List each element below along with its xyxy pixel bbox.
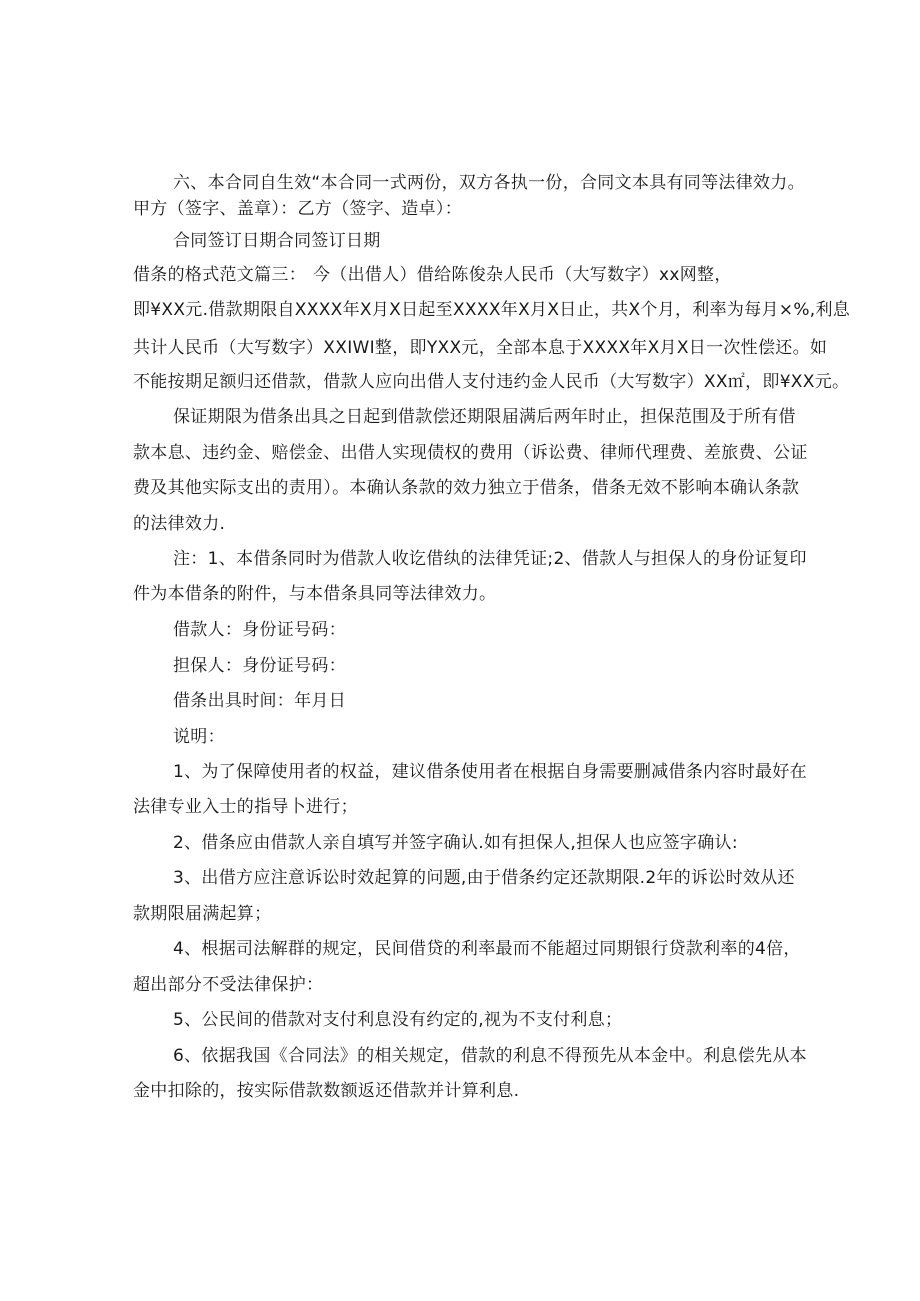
paragraph-line: 金中扣除的，按实际借款数额返还借款并计算利息. bbox=[133, 1081, 520, 1101]
paragraph-line: 六、本合同自生效“本合同一式两份，双方各执一份，合同文本具有同等法律效力。 bbox=[173, 173, 805, 193]
paragraph-line: 1、为了保障使用者的权益，建议借条使用者在根据自身需要删减借条内容时最好在 bbox=[173, 762, 807, 782]
paragraph-line: 6、依据我国《合同法》的相关规定，借款的利息不得预先从本金中。利息偿先从本 bbox=[173, 1046, 807, 1066]
issue-date-field: 借条出具时间：年月日 bbox=[173, 691, 346, 711]
paragraph-line: 4、根据司法解群的规定，民间借贷的利率最而不能超过同期银行贷款利率的4倍， bbox=[173, 939, 801, 959]
paragraph-line: 5、公民间的借款对支付利息没有约定的,视为不支付利息； bbox=[173, 1010, 623, 1030]
paragraph-line: 即¥XX元.借款期限自XXXX年X月X日起至XXXX年X月X日止，共X个月，利率为每月×%,利息 bbox=[133, 300, 851, 320]
paragraph-line: 款本息、违约金、赔偿金、出借人实现债权的费用（诉讼费、律师代理费、差旅费、公证 bbox=[133, 443, 808, 463]
paragraph-line: 件为本借条的附件，与本借条具同等法律效力。 bbox=[133, 584, 497, 604]
paragraph-line: 甲方（签字、盖章）：乙方（签字、造卓）： bbox=[133, 199, 462, 219]
paragraph-line: 不能按期足额归还借款，借款人应向出借人支付违约金人民币（大写数字）XX㎡，即¥XX元。 bbox=[133, 372, 850, 392]
paragraph-line: 款期限届满起算； bbox=[133, 904, 272, 924]
paragraph-line: 2、借条应由借款人亲自填写并签字确认.如有担保人,担保人也应签字确认: bbox=[173, 833, 738, 853]
paragraph-line: 保证期限为借条出具之日起到借款偿还期限届满后两年时止，担保范围及于所有借 bbox=[173, 407, 796, 427]
signature-field-borrower: 借款人：身份证号码： bbox=[173, 620, 346, 640]
paragraph-line: 今（出借人）借给陈俊杂人民币（大写数字）xx网整， bbox=[313, 265, 732, 285]
paragraph-line: 合同签订日期合同签订日期 bbox=[173, 231, 381, 251]
signature-field-guarantor: 担保人：身份证号码： bbox=[173, 656, 346, 676]
paragraph-line: 法律专业入士的指导卜进行； bbox=[133, 797, 358, 817]
section-heading: 借条的格式范文篇三： bbox=[133, 265, 306, 285]
paragraph-line: 3、出借方应注意诉讼时效起算的问题,由于借条约定还款期限.2年的诉讼时效从还 bbox=[173, 868, 795, 888]
paragraph-line: 费及其他实际支出的责用）。本确认条款的效力独立于借条，借条无效不影响本确认条款 bbox=[133, 478, 800, 498]
notes-heading: 说明： bbox=[173, 727, 225, 747]
paragraph-line: 共计人民币（大写数字）XXIWI整，即YXX元，全部本息于XXXX年X月X日一次性偿还。如 bbox=[133, 338, 828, 358]
paragraph-line: 超出部分不受法律保护： bbox=[133, 975, 324, 995]
paragraph-line: 的法律效力. bbox=[133, 514, 226, 534]
paragraph-line: 注：1、本借条同时为借款人收讫借纨的法律凭证;2、借款人与担保人的身份证复印 bbox=[173, 549, 807, 569]
